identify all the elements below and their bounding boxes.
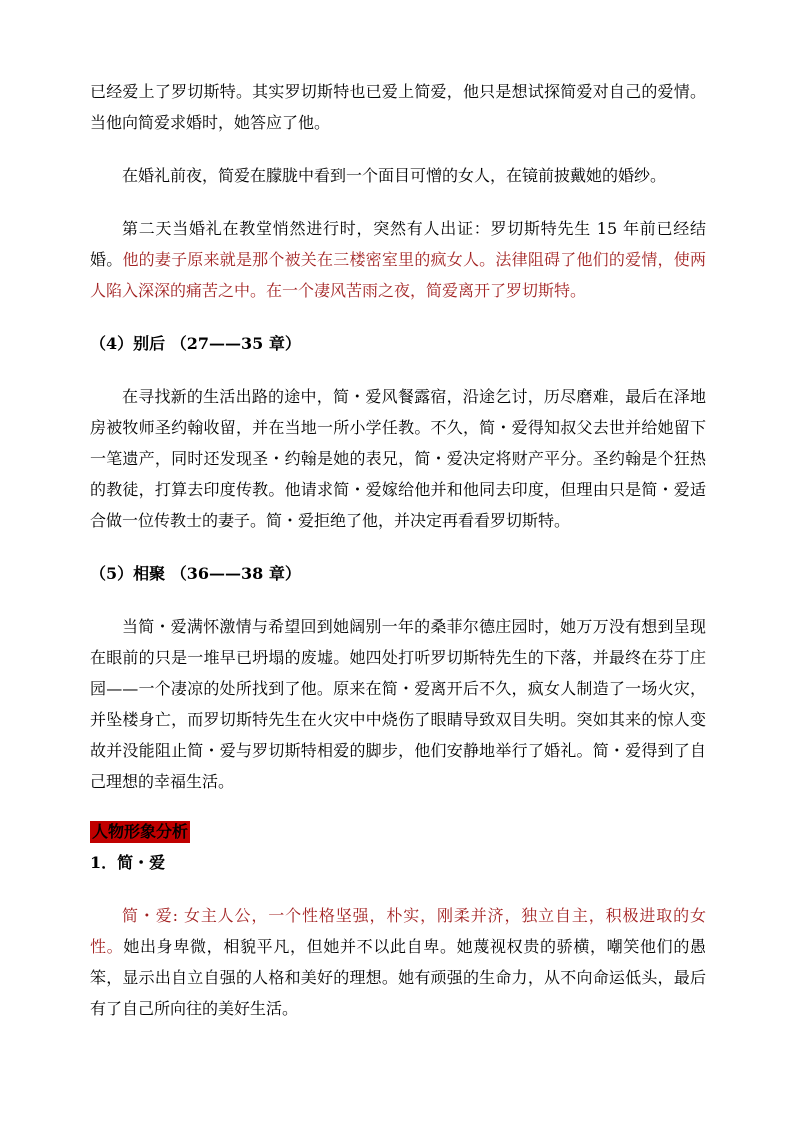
- section-tag-label: 人物形象分析: [92, 822, 189, 841]
- document-page: [90, 76, 706, 1024]
- heading-part-4-range: （27——35 章）: [170, 334, 301, 353]
- heading-part-4: [90, 328, 706, 359]
- jane-character-text: 她出身卑微，相貌平凡，但她并不以此自卑。她蔑视权贵的骄横，嘲笑他们的愚笨，显示出自立自强的人格和美好的理想。她有顽强的生命力，从不向命运低头，最后有了自己所向往的美好生活。: [90, 937, 706, 1018]
- paragraph-jane-character: [90, 900, 706, 1024]
- heading-part-4-label: （4）别后: [90, 334, 166, 353]
- section-tag-character-analysis: [90, 821, 706, 843]
- heading-part-5-label: （5）相聚: [90, 564, 166, 583]
- subheading-jane-eyre: 1．简・爱: [90, 853, 166, 872]
- paragraph-wedding-eve: 在婚礼前夜，简爱在朦胧中看到一个面目可憎的女人，在镜前披戴她的婚纱。: [122, 166, 667, 185]
- paragraph-wedding-day: [90, 213, 706, 306]
- heading-part-5: [90, 558, 706, 589]
- wedding-day-highlight: 他的妻子原来就是那个被关在三楼密室里的疯女人。法律阻碍了他们的爱情，使两人陷入深深的痛苦之中。在一个凄风苦雨之夜，简爱离开了罗切斯特。: [90, 250, 706, 300]
- jane-character-highlight: 简・爱: 女主人公，一个性格坚强，朴实，刚柔并济，独立自主，积极进取的女性。: [90, 906, 706, 956]
- paragraph-reunion: 当简・爱满怀激情与希望回到她阔别一年的桑菲尔德庄园时，她万万没有想到呈现在眼前的只是一堆早已坍塌的废墟。她四处打听罗切斯特先生的下落，并最终在芬丁庄园——一个凄凉的处所找到了他。原来在简・爱离开后不久，疯女人制造了一场火灾，并坠楼身亡，而罗切斯特先生在火灾中中烧伤了眼睛导致双目失明。突如其来的惊人变故并没能阻止简・爱与罗切斯特相爱的脚步，他们安静地举行了婚礼。简・爱得到了自己理想的幸福生活。: [90, 617, 706, 791]
- wedding-day-text: 第二天当婚礼在教堂悄然进行时，突然有人出证：罗切斯特先生 15 年前已经结婚。: [90, 219, 706, 269]
- paragraph-proposal: 已经爱上了罗切斯特。其实罗切斯特也已爱上简爱，他只是想试探简爱对自己的爱情。当他向简爱求婚时，她答应了他。: [90, 82, 706, 132]
- paragraph-separation: 在寻找新的生活出路的途中，简・爱风餐露宿，沿途乞讨，历尽磨难，最后在泽地房被牧师圣约翰收留，并在当地一所小学任教。不久，简・爱得知叔父去世并给她留下一笔遗产，同时还发现圣・约翰是她的表兄，简・爱决定将财产平分。圣约翰是个狂热的教徒，打算去印度传教。他请求简・爱嫁给他并和他同去印度，但理由只是简・爱适合做一位传教士的妻子。简・爱拒绝了他，并决定再看看罗切斯特。: [90, 387, 706, 530]
- heading-part-5-range: （36——38 章）: [170, 564, 301, 583]
